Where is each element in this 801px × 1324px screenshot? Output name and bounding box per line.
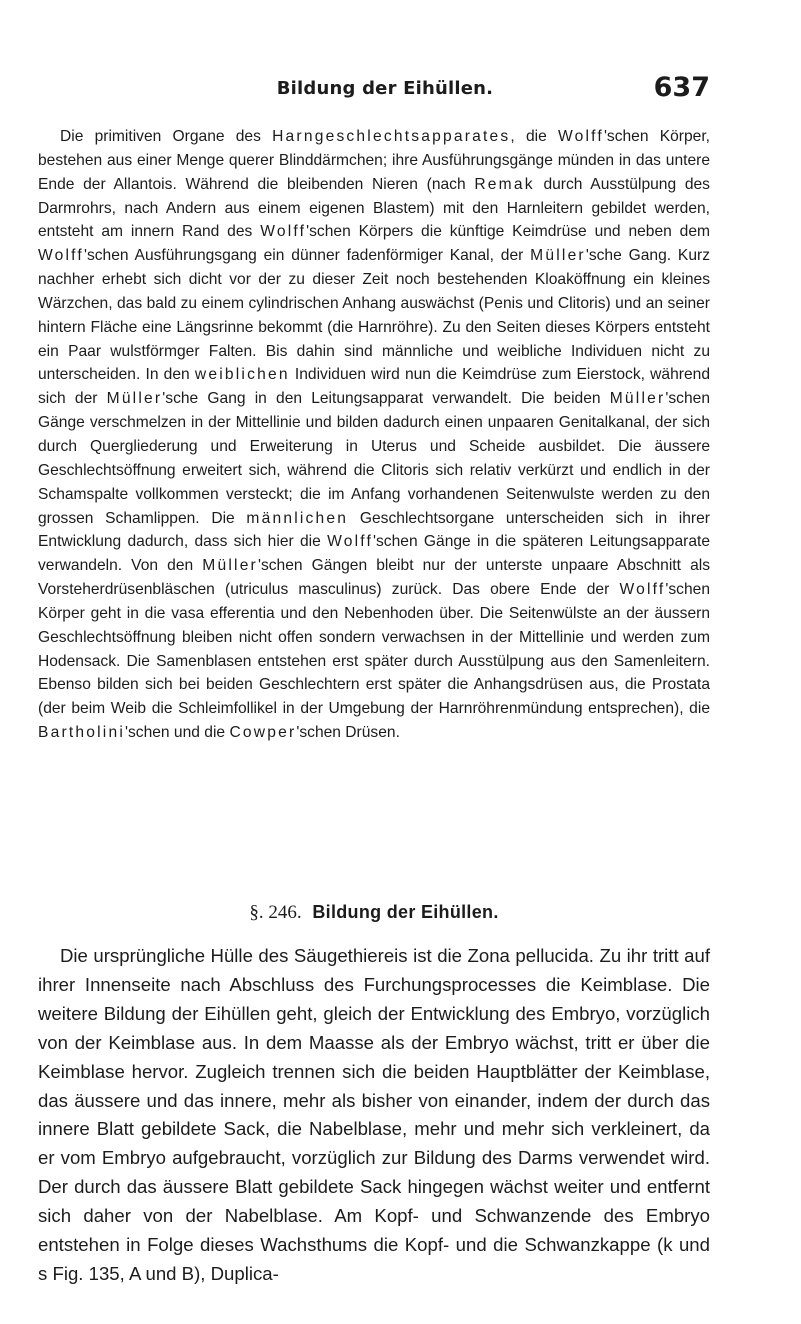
spaced-name: Wolff <box>557 128 604 145</box>
spaced-name: Müller <box>106 390 163 408</box>
spaced-name: weiblichen <box>194 366 290 384</box>
text-run: Geschlechtsorgane unterscheiden sich in ihrer Entwicklung dadurch, dass sich hier die <box>38 509 710 551</box>
spaced-name: männlichen <box>246 509 349 527</box>
page-number: 637 <box>653 72 710 103</box>
text-run: 'schen Körpers die künftige Keimdrüse und neben dem <box>306 223 710 241</box>
text-run: , die <box>510 128 558 145</box>
spaced-name: Wolff <box>38 247 84 265</box>
text-run: 'sche Gang in den Leitungsapparat verwandelt. Die beiden <box>162 390 610 408</box>
spaced-name: Wolff <box>619 581 666 599</box>
section-heading <box>38 898 710 927</box>
spaced-name: Müller <box>530 247 586 265</box>
spaced-name: Müller <box>202 557 258 575</box>
text-run: durch Ausstülpung des Darmrohrs, nach Andern aus einem eigenen Blastem) mit den Harnleitern gebildet werden, entsteht am innern Rand des <box>38 175 710 241</box>
text-run: 'schen Ausführungsgang ein dünner fadenförmiger Kanal, der <box>83 247 531 265</box>
text-run: 'schen Gänge verschmelzen in der Mittellinie und bilden dadurch einen unpaaren Genitalkanal, der sich durch Quergliederung und Erweiterung in Uterus und Scheide ausbildet. Die äussere Geschlechtsöffnung erweitert sich, während die Clitoris sich relativ verkürzt und endlich in der Schamspalte vollkommen versteckt; die im Anfang vorhandenen Seitenwulste werden zu den grossen Schamlippen. Die <box>38 390 710 527</box>
text-run: 'schen und die <box>125 724 230 742</box>
spaced-name: Müller <box>609 390 666 408</box>
running-head <box>60 72 710 112</box>
spaced-name: Harngeschlechtsapparates <box>272 128 511 145</box>
spaced-name: Wolff <box>260 223 307 241</box>
section-number: §. 246. <box>249 902 302 923</box>
paragraph-egg-membranes: Die ursprüngliche Hülle des Säugethiereis ist die Zona pellucida. Zu ihr tritt auf ihrer Innenseite nach Abschluss des Furchungsprocesses die Keimblase. Die weitere Bildung der Eihüllen geht, gleich der Entwicklung des Embryo, vorzüglich von der Keimblase aus. In dem Maasse als der Embryo wächst, tritt er über die Keimblase hervor. Zugleich trennen sich die beiden Hauptblätter der Keimblase, das äussere und das innere, mehr als bisher von einander, indem der durch das innere Blatt gebildete Sack, die Nabelblase, mehr und mehr sich verkleinert, da er vom Embryo aufgebraucht, vorzüglich zur Bildung des Darms verwendet wird. Der durch das äussere Blatt gebildete Sack hingegen wächst weiter und entfernt sich daher von der Nabelblase. Am Kopf- und Schwanzende des Embryo entstehen in Folge dieses Wachsthums die Kopf- und die Schwanzkappe (k und s Fig. 135, A und B), Duplica- <box>38 945 710 1284</box>
running-title: Bildung der Eihüllen. <box>276 78 494 99</box>
text-run: 'schen Drüsen. <box>296 724 400 742</box>
text-run: 'schen Körper geht in die vasa efferentia und den Nebenhoden über. Die Seitenwülste an der äussern Geschlechtsöffnung bleiben nicht offen sondern verwachsen in der Mittellinie und werden zum Hodensack. Die Samenblasen entstehen erst später durch Ausstülpung aus den Samenleitern. Ebenso bilden sich bei beiden Geschlechtern erst später die Anhangsdrüsen aus, die Prostata (der beim Weib die Schleimfollikel in der Umgebung der Harnröhrenmündung entsprechen), die <box>38 581 710 718</box>
text-run: Die primitiven Organe des <box>60 128 273 145</box>
text-run: 'schen Gängen bleibt nur der unterste unpaare Abschnitt als Vorsteherdrüsenbläschen (utriculus masculinus) zurück. Das obere Ende der <box>38 557 710 599</box>
text-run: 'schen Gänge in die späteren Leitungsapparate verwandeln. Von den <box>38 533 710 575</box>
text-run: 'sche Gang. Kurz nachher erhebt sich dicht vor der zu dieser Zeit noch bestehenden Kloaköffnung ein kleines Wärzchen, das bald zu einem cylindrischen Anhang auswächst (Penis und Clitoris) und an seiner hintern Fläche eine Längsrinne bekommt (die Harnröhre). Zu den Seiten dieses Körpers entsteht ein Paar wulstförmger Falten. Bis dahin sind männliche und weibliche Individuen nicht zu unterscheiden. In den <box>38 247 710 384</box>
spaced-name: Remak <box>474 175 535 193</box>
section-title: Bildung der Eihüllen. <box>312 902 499 922</box>
paragraph-urogenital-development <box>38 125 710 745</box>
spaced-name: Wolff <box>327 533 374 551</box>
text-run: 'schen Körper, bestehen aus einer Menge querer Blinddärmchen; ihre Ausführungsgänge münden in das untere Ende der Allantois. Während die bleibenden Nieren (nach <box>38 128 711 193</box>
spaced-name: Cowper <box>229 724 297 742</box>
text-run: Individuen wird nun die Keimdrüse zum Eierstock, während sich der <box>38 366 710 408</box>
spaced-name: Bartholini <box>38 724 126 742</box>
